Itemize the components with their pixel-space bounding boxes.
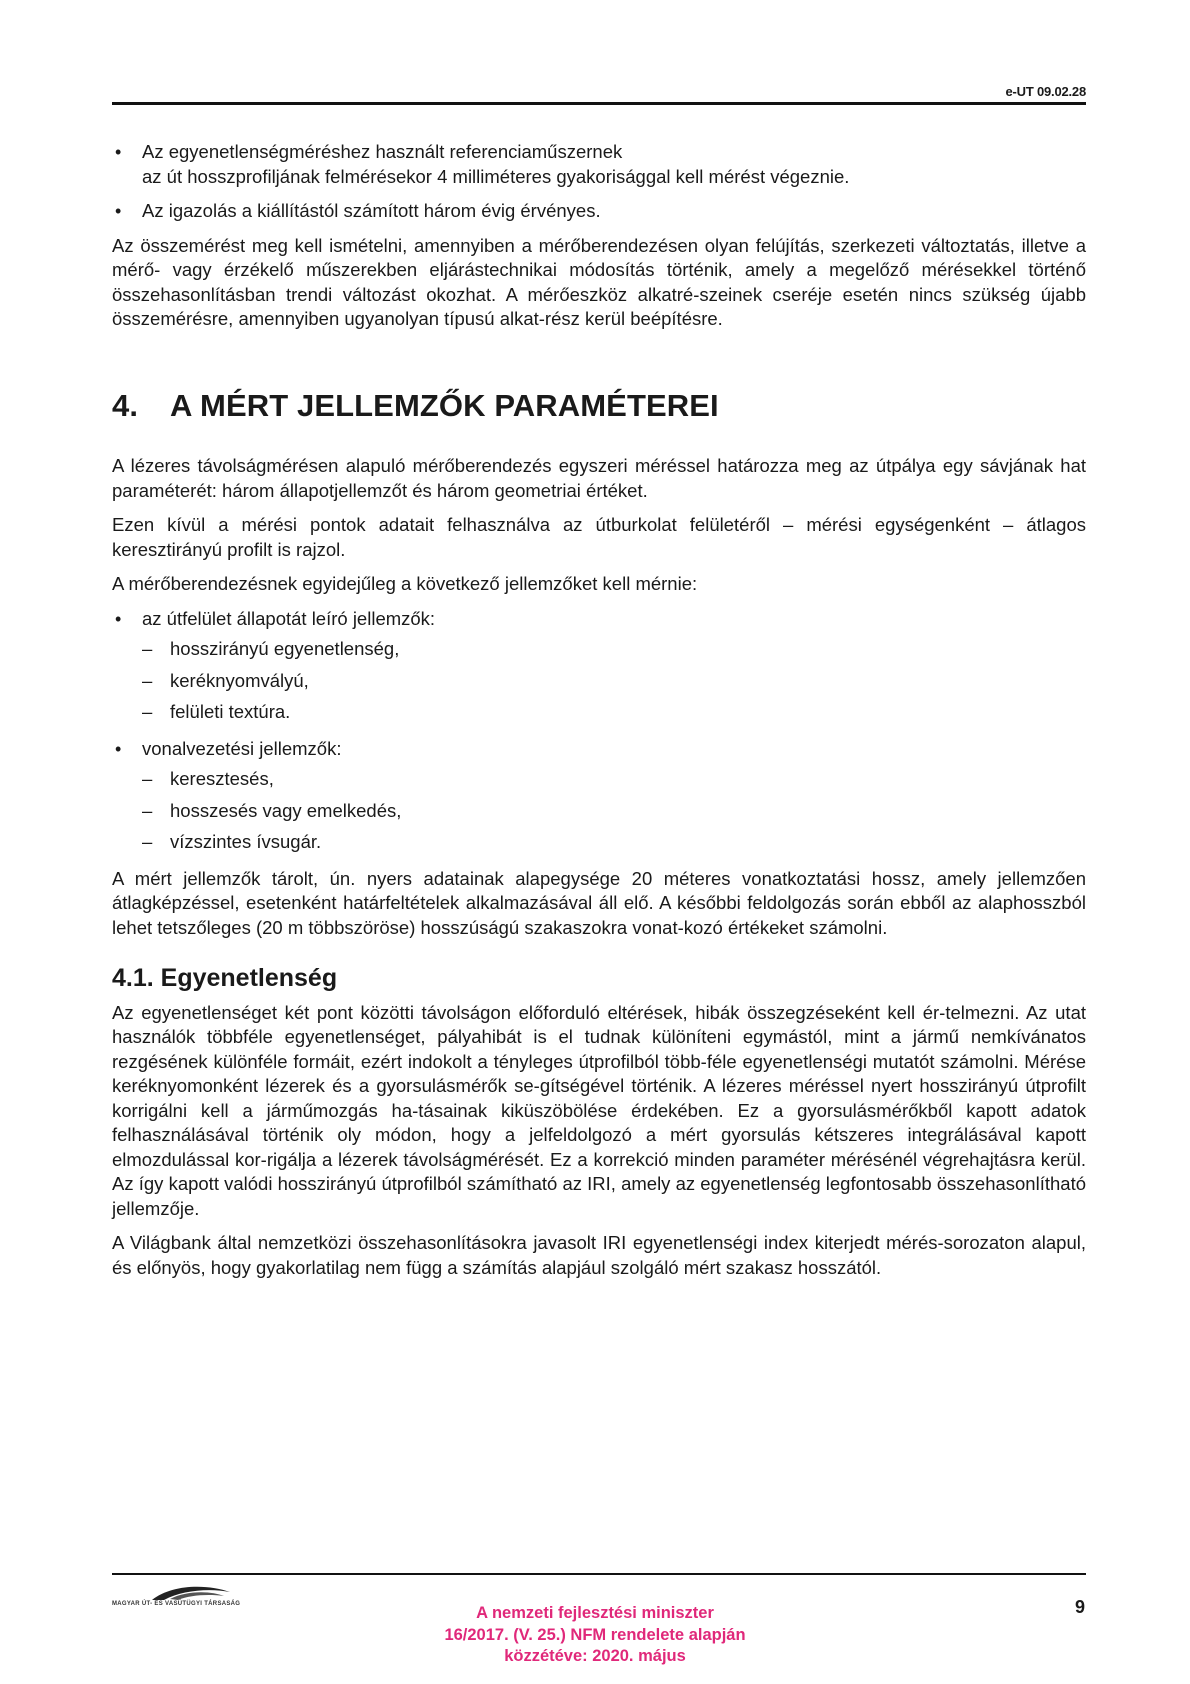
- dash-icon: –: [142, 638, 153, 659]
- bullet-item: [112, 737, 1086, 762]
- dash-icon: –: [142, 799, 153, 821]
- dash-item-text: hosszesés vagy emelkedés,: [170, 799, 402, 821]
- bullet-text-line2: az út hosszprofiljának felmérésekor 4 milliméteres gyakorisággal kell mérést végeznie.: [142, 165, 850, 187]
- bullet-text: Az igazolás a kiállítástól számított három évig érvényes.: [142, 200, 601, 221]
- paragraph: A mérőberendezésnek egyidejűleg a következő jellemzőket kell mérnie:: [112, 573, 698, 594]
- bullet-icon: •: [115, 142, 122, 162]
- section-title: A MÉRT JELLEMZŐK PARAMÉTEREI: [170, 387, 719, 423]
- bullet-item: [112, 199, 1086, 224]
- bullet-icon: •: [115, 738, 122, 759]
- document-code: e-UT 09.02.28: [1005, 84, 1086, 99]
- section-number: 4.: [112, 387, 139, 423]
- dash-item: [112, 669, 1086, 694]
- dash-item: [112, 637, 1086, 662]
- paragraph: Ezen kívül a mérési pontok adatait felhasználva az útburkolat felületéről – mérési egységenként – átlagos keresztirányú profilt is rajzol.: [112, 514, 1086, 560]
- dash-icon: –: [142, 831, 153, 852]
- group-label: vonalvezetési jellemzők:: [142, 737, 342, 759]
- intro-paragraph: Az összemérést meg kell ismételni, amennyiben a mérőberendezésen olyan felújítás, szerkezeti változtatás, illetve a mérő- vagy érzékelő műszerekben eljárástechnikai módosítás történik, amely a megelőző mérésekkel történő összehasonlításban trendi változást okozhat. A mérőeszköz alkatré-szeinek cseréje esetén nincs szükség újabb összemérésre, amennyiben ugyanolyan típusú alkat-rész kerül beépítésre.: [112, 234, 1086, 329]
- header-rule: [112, 102, 1086, 105]
- subsection-heading: 4.1. Egyenetlenség: [112, 964, 338, 992]
- footer-rule: [112, 1573, 1086, 1575]
- paragraph: Az egyenetlenséget két pont közötti távolságon előforduló eltérések, hibák összegzéseként kell ér-telmezni. Az utat használók többféle egyenetlenséget, pályahibát is el tudnak különíteni egymástól, mint a jármű nemkívánatos rezgésének különféle formáit, ezért indokolt a tényleges útprofilból több-féle egyenetlenségi mutatót számolni. Mérése keréknyomonként lézerek és a gyorsulásmérők se-gítségével történik. A lézeres méréssel nyert hosszirányú útprofilt korrigálni kell a járműmozgás ha-tásainak kiküszöbölése érdekében. Ez a gyorsulásmérőkből kapott adatok felhasználásával történik oly módon, hogy a jelfeldolgozó a mért gyorsulás kétszeres integrálásával kapott elmozdulással kor-rigálja a lézerek távolságmérését. Ez a korrekció minden paraméter mérésénél végrehajtásra kerül. Az így kapott valódi hosszirányú útprofilból számítható az IRI, amely az egyenetlenség legfontosabb összehasonlítható jellemzője.: [112, 1001, 1086, 1219]
- dash-item-text: hosszirányú egyenetlenség,: [170, 638, 400, 659]
- stamp-line: közzétéve: 2020. május: [504, 1647, 686, 1665]
- section-heading: [112, 387, 1086, 423]
- page-number: 9: [1074, 1597, 1085, 1617]
- publication-stamp: [0, 1603, 1190, 1668]
- dash-item-text: vízszintes ívsugár.: [170, 831, 322, 852]
- dash-item: [112, 700, 1086, 725]
- dash-icon: –: [142, 701, 153, 722]
- dash-item: [112, 799, 1086, 824]
- paragraph: A lézeres távolságmérésen alapuló mérőberendezés egyszeri méréssel határozza meg az útpálya egy sávjának hat paraméterét: három állapotjellemzőt és három geometriai értéket.: [112, 455, 1086, 501]
- paragraph: A Világbank által nemzetközi összehasonlításokra javasolt IRI egyenetlenségi index kiterjedt mérés-sorozaton alapul, és előnyös, hogy gyakorlatilag nem függ a számítás alapjául szolgáló mért szakasz hosszától.: [112, 1232, 1086, 1278]
- dash-item-text: felületi textúra.: [170, 701, 291, 722]
- bullet-item: [112, 607, 1086, 632]
- dash-item-text: keresztesés,: [170, 768, 274, 789]
- bullet-icon: •: [115, 608, 122, 629]
- dash-item: [112, 830, 1086, 855]
- stamp-line: A nemzeti fejlesztési miniszter: [476, 1604, 714, 1622]
- bullet-icon: •: [115, 201, 122, 221]
- dash-item: [112, 767, 1086, 792]
- page-body: [112, 140, 1086, 1290]
- bullet-item: [112, 140, 1086, 189]
- group-label: az útfelület állapotát leíró jellemzők:: [142, 607, 436, 629]
- dash-icon: –: [142, 768, 153, 789]
- stamp-line: 16/2017. (V. 25.) NFM rendelete alapján: [444, 1625, 746, 1644]
- bullet-text-line1: Az egyenetlenségméréshez használt referenciaműszernek: [142, 141, 623, 162]
- dash-icon: –: [142, 669, 153, 691]
- paragraph: A mért jellemzők tárolt, ún. nyers adatainak alapegysége 20 méteres vonatkoztatási hossz, amely jellemzően átlagképzéssel, esetenként határfeltételek alkalmazásával áll elő. A későbbi feldolgozás során ebből az alaphosszból lehet tetszőleges (20 m többszöröse) hosszúságú szakaszokra vonat-kozó értékeket számolni.: [112, 867, 1086, 938]
- logo-text: MAGYAR ÚT- ÉS VASÚTÜGYI TÁRSASÁG: [112, 1601, 241, 1607]
- dash-item-text: keréknyomvályú,: [170, 669, 309, 691]
